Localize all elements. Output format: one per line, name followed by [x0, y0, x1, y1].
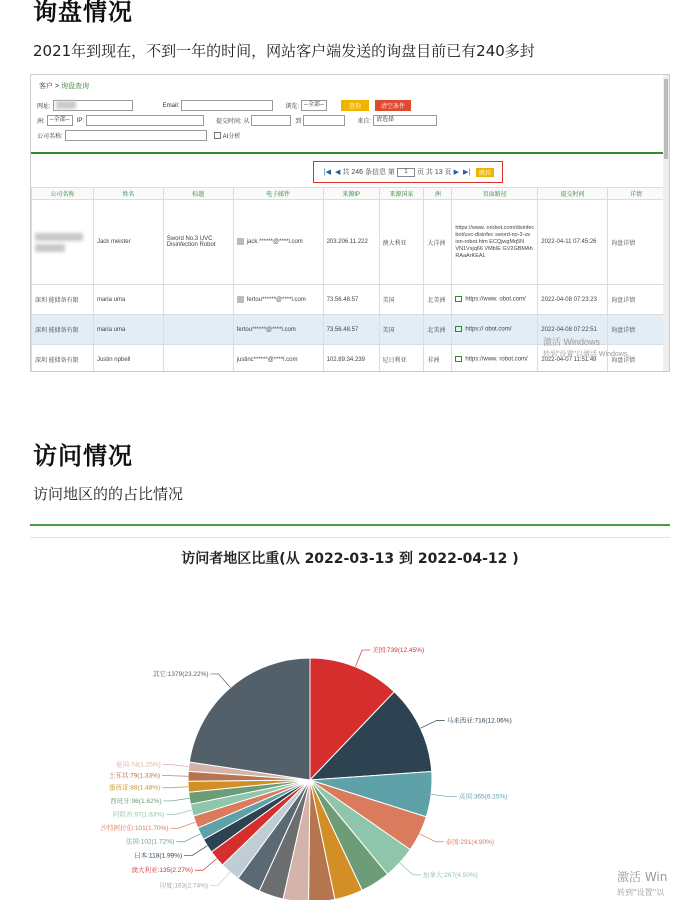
source-label: 来自:: [357, 119, 372, 125]
next-page-icon[interactable]: ▶: [453, 169, 459, 176]
cell-continent: 非洲: [424, 345, 452, 373]
section-paragraph-inquiry: 2021年到现在，不到一年的时间，网站客户端发送的询盘目前已有240多封: [33, 42, 535, 60]
email-text: jack.******@****l.com: [246, 239, 303, 246]
watermark2-line-2: 转到"设置"以: [617, 888, 665, 897]
browser-label: 浏览:: [285, 104, 300, 110]
col-continent: 洲: [424, 188, 452, 200]
pager-suffix: 页 共 13 页: [416, 169, 452, 176]
cell-continent: 北美洲: [424, 285, 452, 315]
site-label: 网址:: [37, 104, 51, 110]
col-name: 姓名: [93, 188, 163, 200]
pager-prefix: 共 246 条信息 第: [342, 169, 395, 176]
cell-company: 深圳 能储备有限: [32, 285, 94, 315]
last-page-icon[interactable]: ▶|: [462, 169, 471, 176]
search-button[interactable]: 查询: [341, 100, 369, 111]
browser-select[interactable]: --全部--: [301, 100, 327, 111]
pie-label: 德国:74(1.25%): [116, 761, 161, 769]
pie-label-line: [166, 810, 191, 814]
breadcrumb-prefix: 客户 >: [39, 83, 61, 90]
cell-time: 2022-04-08 07:22:51: [538, 315, 608, 345]
cell-country: 美国: [379, 285, 424, 315]
cell-ip: 203.206.11.222: [323, 200, 379, 285]
pie-label: 法国:102(1.72%): [125, 838, 175, 846]
time-to-label: 到: [295, 119, 302, 125]
pie-label: 加拿大:267(4.50%): [422, 871, 478, 879]
cell-company: 深圳 能储备有限: [32, 315, 94, 345]
watermark2-line-1: 激活 Win: [617, 870, 668, 884]
cell-ip: 73.56.48.57: [323, 285, 379, 315]
section-heading-inquiry: 询盘情况: [33, 0, 133, 26]
path-text[interactable]: https://www. robot.com/: [465, 356, 528, 363]
path-text[interactable]: https://www. obot.com/: [465, 296, 526, 303]
cell-email: fertou******@****l.com: [233, 315, 323, 345]
pie-label-line: [162, 776, 188, 777]
pie-label: 墨西哥:88(1.48%): [108, 784, 161, 792]
prev-page-icon[interactable]: ◀: [335, 169, 341, 176]
col-time: 提交时间: [538, 188, 608, 200]
continent-label: 洲:: [37, 119, 45, 125]
cell-time: 2022-04-11 07:45:26: [538, 200, 608, 285]
col-detail: 详情: [608, 188, 665, 200]
section-paragraph-visits: 访问地区的的占比情况: [33, 485, 184, 503]
cell-time: 2022-04-08 07:23:23: [538, 285, 608, 315]
col-email: 电子邮件: [233, 188, 323, 200]
cell-time: 2022-04-07 11:51:49: [538, 345, 608, 373]
pie-label-line: [163, 765, 189, 767]
section-heading-visits: 访问情况: [33, 442, 133, 470]
source-select[interactable]: 请选择: [373, 115, 437, 126]
pie-label-line: [400, 863, 421, 875]
path-text[interactable]: https:// obot.com/: [465, 326, 512, 333]
cell-name: maria uma: [93, 315, 163, 345]
email-text: fertou******@****l.com: [246, 297, 306, 304]
col-country: 来源国家: [379, 188, 424, 200]
pie-label: 阿联酋:97(1.63%): [113, 811, 165, 819]
col-path: 页面路径: [452, 188, 538, 200]
cell-name: Justin npbell: [93, 345, 163, 373]
first-page-icon[interactable]: |◀: [323, 169, 332, 176]
email-label: Email:: [162, 102, 180, 109]
col-title: 标题: [163, 188, 233, 200]
breadcrumb-link[interactable]: 询盘查询: [60, 83, 89, 90]
cell-ip: 102.89.34.239: [323, 345, 379, 373]
cell-email: justinc******@****l.com: [233, 345, 323, 373]
ip-label: IP:: [76, 117, 85, 124]
inquiry-detail-link[interactable]: 询盘详情: [608, 345, 665, 373]
pie-label: 西班牙:96(1.62%): [110, 797, 162, 805]
cell-country: 尼日利亚: [379, 345, 424, 373]
inquiry-detail-link[interactable]: 询盘详情: [608, 200, 665, 285]
submit-time-label: 提交时间: 从: [216, 119, 250, 125]
pie-label-line: [162, 787, 188, 788]
cell-ip: 73.56.48.57: [323, 315, 379, 345]
pie-label-line: [355, 650, 370, 667]
continent-select[interactable]: --全部--: [47, 115, 73, 126]
cell-name: maria uma: [93, 285, 163, 315]
pie-label-line: [431, 794, 457, 796]
pie-label: 泰国:291(4.90%): [445, 838, 495, 846]
clear-button[interactable]: 清空条件: [375, 100, 411, 111]
activate-windows-watermark-2: [617, 870, 667, 900]
inquiry-detail-link[interactable]: 询盘详情: [608, 285, 665, 315]
cell-name: Jack meister: [93, 200, 163, 285]
pie-label-line: [176, 834, 200, 842]
pie-label-line: [420, 720, 444, 728]
col-ip: 来源IP: [323, 188, 379, 200]
pie-label-line: [211, 674, 231, 688]
pie-label: 印度:163(2.74%): [159, 882, 209, 890]
pie-label: 其它:1379(23.22%): [152, 670, 209, 678]
path-text[interactable]: https://www. nrobot.com/disinfec bot/uvc-disinfec sword-no-3-uv ion-robot.htm ECQjwgMq5N VN1Vsjq66 VMbIE GV2GBMAh RAaArKEAL: [455, 224, 535, 259]
pie-label: 英国:365(6.15%): [459, 793, 508, 801]
pie-label-line: [210, 872, 230, 886]
cell-country: 澳大利亚: [379, 200, 424, 285]
pie-label-line: [171, 822, 196, 828]
company-label: 公司名称:: [37, 134, 63, 140]
pie-label: 澳大利亚:135(2.27%): [131, 867, 193, 875]
jump-button[interactable]: 跳转: [476, 168, 494, 177]
pie-label: 沙特阿拉伯:101(1.70%): [100, 825, 169, 833]
pie-label: 马来西亚:716(12.06%): [446, 717, 512, 725]
pie-label: 美国:739(12.45%): [372, 647, 425, 655]
watermark-line-1: 激活 Windows: [543, 337, 601, 347]
chart-title: 访问者地区比重(从 2022-03-13 到 2022-04-12 ): [181, 551, 519, 567]
col-company: 公司名称: [32, 188, 94, 200]
watermark-line-2: 转到"设置"以激活 Windows。: [543, 351, 635, 358]
cell-country: 美国: [379, 315, 424, 345]
pie-label: 土耳其:79(1.33%): [108, 772, 161, 780]
ai-label: AI分析: [222, 134, 241, 140]
pie-label: 日本:118(1.99%): [134, 852, 183, 860]
pie-label-line: [184, 846, 207, 856]
cell-title: Sword No.3 UVC Disinfection Robot: [163, 200, 233, 285]
pie-label-line: [195, 859, 217, 871]
pie-label-line: [419, 834, 443, 842]
pie-label-line: [164, 798, 190, 801]
page-input[interactable]: 1: [397, 168, 415, 177]
cell-continent: 大洋洲: [424, 200, 452, 285]
cell-company: 深圳 能储备有限: [32, 345, 94, 373]
inquiry-detail-link[interactable]: 询盘详情: [608, 315, 665, 345]
cell-continent: 北美洲: [424, 315, 452, 345]
